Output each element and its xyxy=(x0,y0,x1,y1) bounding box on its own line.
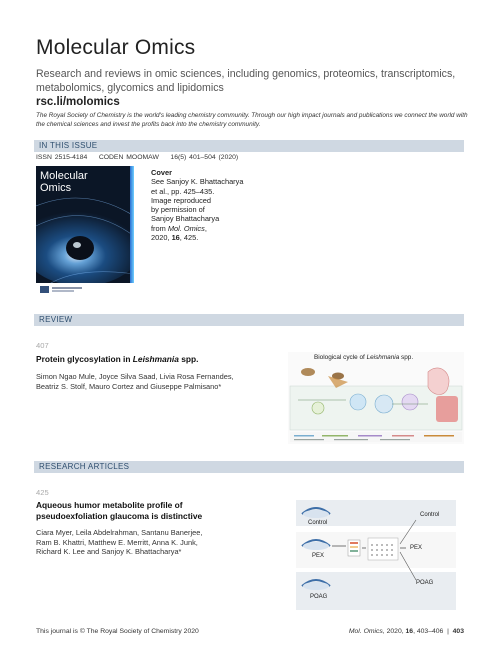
journal-description: Research and reviews in omic sciences, including genomics, proteomics, transcriptomics, metabolomics, glycomics and lipidomics xyxy=(36,68,456,94)
section-label: REVIEW xyxy=(39,315,73,324)
cover-caption-line: by permission of xyxy=(151,205,205,215)
label-poag-right: POAG xyxy=(416,580,434,586)
cover-journal-name: Molecular Omics xyxy=(40,170,88,194)
cover-caption-title: Cover xyxy=(151,168,172,177)
cover-caption-line: Image reproduced xyxy=(151,195,211,205)
section-header-in-this-issue xyxy=(34,140,464,152)
cover-caption-line: 2020, 16, 425. xyxy=(151,233,199,243)
cover-caption-line: from Mol. Omics, xyxy=(151,223,207,233)
leishmania-cycle-illustration xyxy=(288,352,464,444)
volume-info: 16(5) 401–504 (2020) xyxy=(170,154,239,161)
journal-title: Molecular Omics xyxy=(36,36,196,59)
issn: ISSN 2515-4184 xyxy=(36,154,88,161)
article-page-number: 407 xyxy=(36,341,49,350)
label-pex-right: PEX xyxy=(410,545,423,551)
cover-caption-line: See Sanjoy K. Bhattacharya xyxy=(151,177,244,187)
label-control-left: Control xyxy=(308,520,328,526)
graphic-title: Biological cycle of Leishmania spp. xyxy=(314,354,414,361)
label-pex-left: PEX xyxy=(312,553,325,559)
article-authors: Simon Ngao Mule, Joyce Silva Saad, Livia Rosa Fernandes, Beatriz S. Stolf, Mauro Cortez and Giuseppe Palmisano* xyxy=(36,372,234,391)
cover-image[interactable] xyxy=(36,166,134,296)
article-page-number: 425 xyxy=(36,488,49,497)
article-authors: Ciara Myer, Leila Abdelrahman, Santanu Banerjee, Ram B. Khattri, Matthew E. Merritt, Anna K. Junk, Richard K. Lee and Sanjoy K. Bhattacharya* xyxy=(36,528,203,557)
section-label: IN THIS ISSUE xyxy=(39,141,98,150)
graphical-abstract-aqueous-humor[interactable] xyxy=(296,500,456,610)
footer-copyright: This journal is © The Royal Society of Chemistry 2020 xyxy=(36,628,199,635)
cover-caption-line: Sanjoy Bhattacharya xyxy=(151,214,220,224)
label-poag-left: POAG xyxy=(310,594,328,600)
article-title-link[interactable]: Protein glycosylation in Leishmania spp. xyxy=(36,354,199,364)
section-label: RESEARCH ARTICLES xyxy=(39,462,130,471)
cover-caption xyxy=(151,168,261,242)
label-control-right: Control xyxy=(420,512,440,518)
coden: CODEN MOOMAW xyxy=(98,154,159,161)
article-title-link[interactable]: Aqueous humor metabolite profile of pseudoexfoliation glaucoma is distinctive xyxy=(36,500,203,521)
graphical-abstract-leishmania[interactable] xyxy=(288,352,464,444)
section-header-research-articles xyxy=(34,461,464,473)
footer-page-number: 403 xyxy=(452,628,464,635)
footer-citation: Mol. Omics, 2020, 16, 403–406 | 403 xyxy=(348,628,464,635)
cover-caption-line: et al., pp. 425–435. xyxy=(151,186,215,196)
section-header-review xyxy=(34,314,464,326)
journal-url-link[interactable]: rsc.li/molomics xyxy=(36,96,120,108)
issue-info xyxy=(36,154,238,161)
rsc-statement: The Royal Society of Chemistry is the world's leading chemistry community. Through our high impact journals and publications we connect the world with the chemical sciences and invest the profits back into the chemistry community. xyxy=(36,112,468,128)
